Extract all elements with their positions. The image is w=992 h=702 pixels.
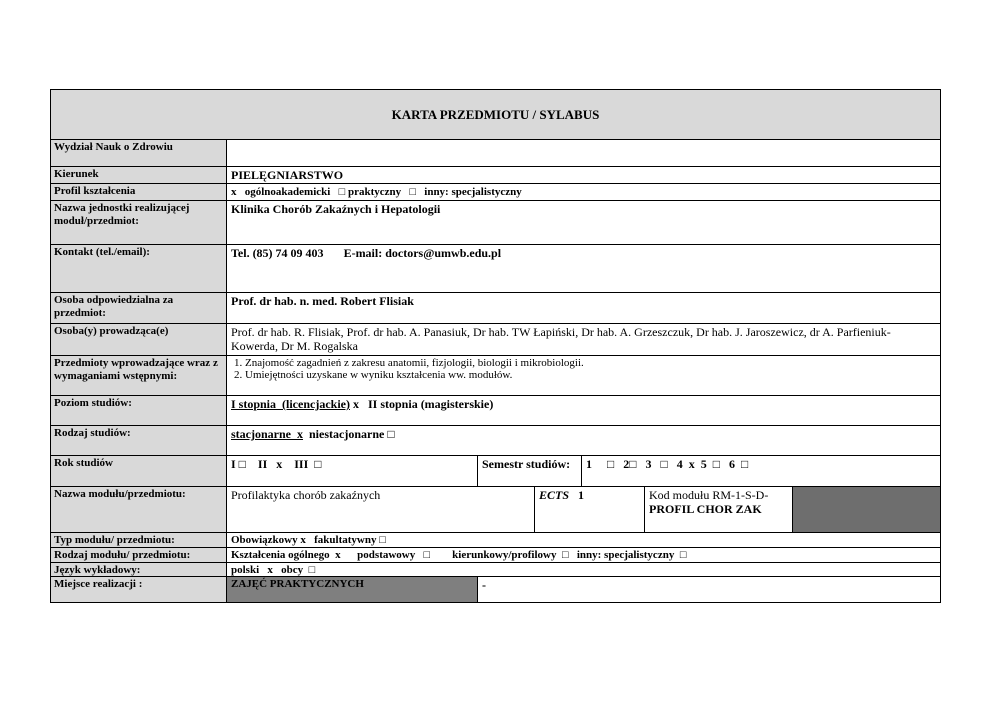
kontakt-value — [227, 245, 940, 292]
poziom-row — [51, 396, 940, 426]
typ-value: Obowiązkowy x fakultatywny □ — [231, 534, 386, 546]
wydzial-row — [51, 140, 940, 167]
rodzaj-studiow-label: Rodzaj studiów: — [51, 426, 227, 455]
wprowadzajace-row — [51, 356, 940, 396]
ects-cell — [535, 487, 645, 532]
rodzaj-studiow-rest: niestacjonarne □ — [303, 427, 395, 441]
wydzial-label: Wydział Nauk o Zdrowiu — [51, 140, 227, 166]
rodzaj-modulu-label: Rodzaj modułu/ przedmiotu: — [51, 548, 227, 562]
kod-shaded-cell — [793, 487, 940, 532]
rodzaj-studiow-first: stacjonarne x — [231, 427, 303, 441]
list-item: 2. Umiejętności uzyskane w wyniku kształcenia ww. modułów. — [245, 369, 936, 381]
wprowadzajace-list — [231, 357, 936, 381]
kontakt-label: Kontakt (tel./email): — [51, 245, 227, 292]
rok-value: I □ II x III □ — [227, 456, 478, 486]
modul-label: Nazwa modułu/przedmiotu: — [51, 487, 227, 532]
typ-row — [51, 533, 940, 548]
rodzaj-modulu-row — [51, 548, 940, 563]
form-title: KARTA PRZEDMIOTU / SYLABUS — [391, 106, 600, 122]
osoby-prow-row — [51, 324, 940, 356]
kod-cell — [645, 487, 793, 532]
kontakt-row — [51, 245, 940, 293]
osoba-odp-value: Prof. dr hab. n. med. Robert Flisiak — [231, 294, 414, 308]
jednostka-value: Klinika Chorób Zakaźnych i Hepatologii — [231, 202, 441, 216]
rodzaj-studiow-value — [227, 426, 940, 455]
miejsce-row — [51, 577, 940, 602]
ects-value: 1 — [578, 488, 585, 502]
rodzaj-modulu-value: Kształcenia ogólnego x podstawowy □ kierunkowy/profilowy □ inny: specjalistyczny □ — [231, 549, 687, 561]
ects-label: ECTS — [539, 488, 570, 502]
form-title-row — [51, 90, 940, 140]
osoba-odp-row — [51, 293, 940, 324]
poziom-value — [227, 396, 940, 425]
rodzaj-studiow-row — [51, 426, 940, 456]
kierunek-label: Kierunek — [51, 167, 227, 183]
jezyk-value: polski x obcy □ — [231, 564, 316, 576]
kod-label: Kod modułu RM-1-S-D- — [649, 488, 769, 502]
profil-row — [51, 184, 940, 201]
rok-row — [51, 456, 940, 487]
jednostka-label: Nazwa jednostki realizującej moduł/przedmiot: — [51, 201, 227, 244]
jezyk-row — [51, 563, 940, 577]
profil-label: Profil kształcenia — [51, 184, 227, 200]
kod-value: PROFIL CHOR ZAK — [649, 502, 762, 516]
miejsce-cells — [227, 577, 940, 602]
poziom-label: Poziom studiów: — [51, 396, 227, 425]
kierunek-row — [51, 167, 940, 184]
osoby-prow-label: Osoba(y) prowadząca(e) — [51, 324, 227, 355]
rok-cells — [227, 456, 940, 486]
kierunek-value: PIELĘGNIARSTWO — [231, 168, 344, 182]
miejsce-value: ZAJĘĆ PRAKTYCZNYCH — [227, 577, 478, 602]
kontakt-email: E-mail: doctors@umwb.edu.pl — [343, 246, 502, 260]
miejsce-value-2: - — [482, 578, 486, 592]
wydzial-value — [227, 140, 940, 166]
miejsce-label: Miejsce realizacji : — [51, 577, 227, 602]
osoby-prow-value: Prof. dr hab. R. Flisiak, Prof. dr hab. A. Panasiuk, Dr hab. TW Łapiński, Dr hab. A. Grzeszczuk, Dr hab. J. Jaroszewicz, dr A. Parfieniuk-Kowerda, Dr M. Rogalska — [231, 325, 891, 353]
semestr-value: 1 □ 2□ 3 □ 4 x 5 □ 6 □ — [586, 457, 749, 471]
wprowadzajace-value — [227, 356, 940, 395]
poziom-first: I stopnia (licencjackie) — [231, 397, 350, 411]
list-item: 1. Znajomość zagadnień z zakresu anatomii, fizjologii, biologii i mikrobiologii. — [245, 357, 936, 369]
jezyk-label: Język wykładowy: — [51, 563, 227, 576]
rok-label: Rok studiów — [51, 456, 227, 486]
profil-value: x ogólnoakademicki □ praktyczny □ inny: specjalistyczny — [231, 186, 522, 198]
kontakt-tel: Tel. (85) 74 09 403 — [231, 246, 324, 260]
modul-row — [51, 487, 940, 533]
osoba-odp-label: Osoba odpowiedzialna za przedmiot: — [51, 293, 227, 323]
modul-cells — [227, 487, 940, 532]
jednostka-row — [51, 201, 940, 245]
semestr-label: Semestr studiów: — [478, 456, 582, 486]
typ-label: Typ modułu/ przedmiotu: — [51, 533, 227, 547]
wprowadzajace-label: Przedmioty wprowadzające wraz z wymaganiami wstępnymi: — [51, 356, 227, 395]
modul-value: Profilaktyka chorób zakaźnych — [227, 487, 535, 532]
poziom-rest: x II stopnia (magisterskie) — [350, 397, 494, 411]
syllabus-form — [50, 89, 941, 603]
